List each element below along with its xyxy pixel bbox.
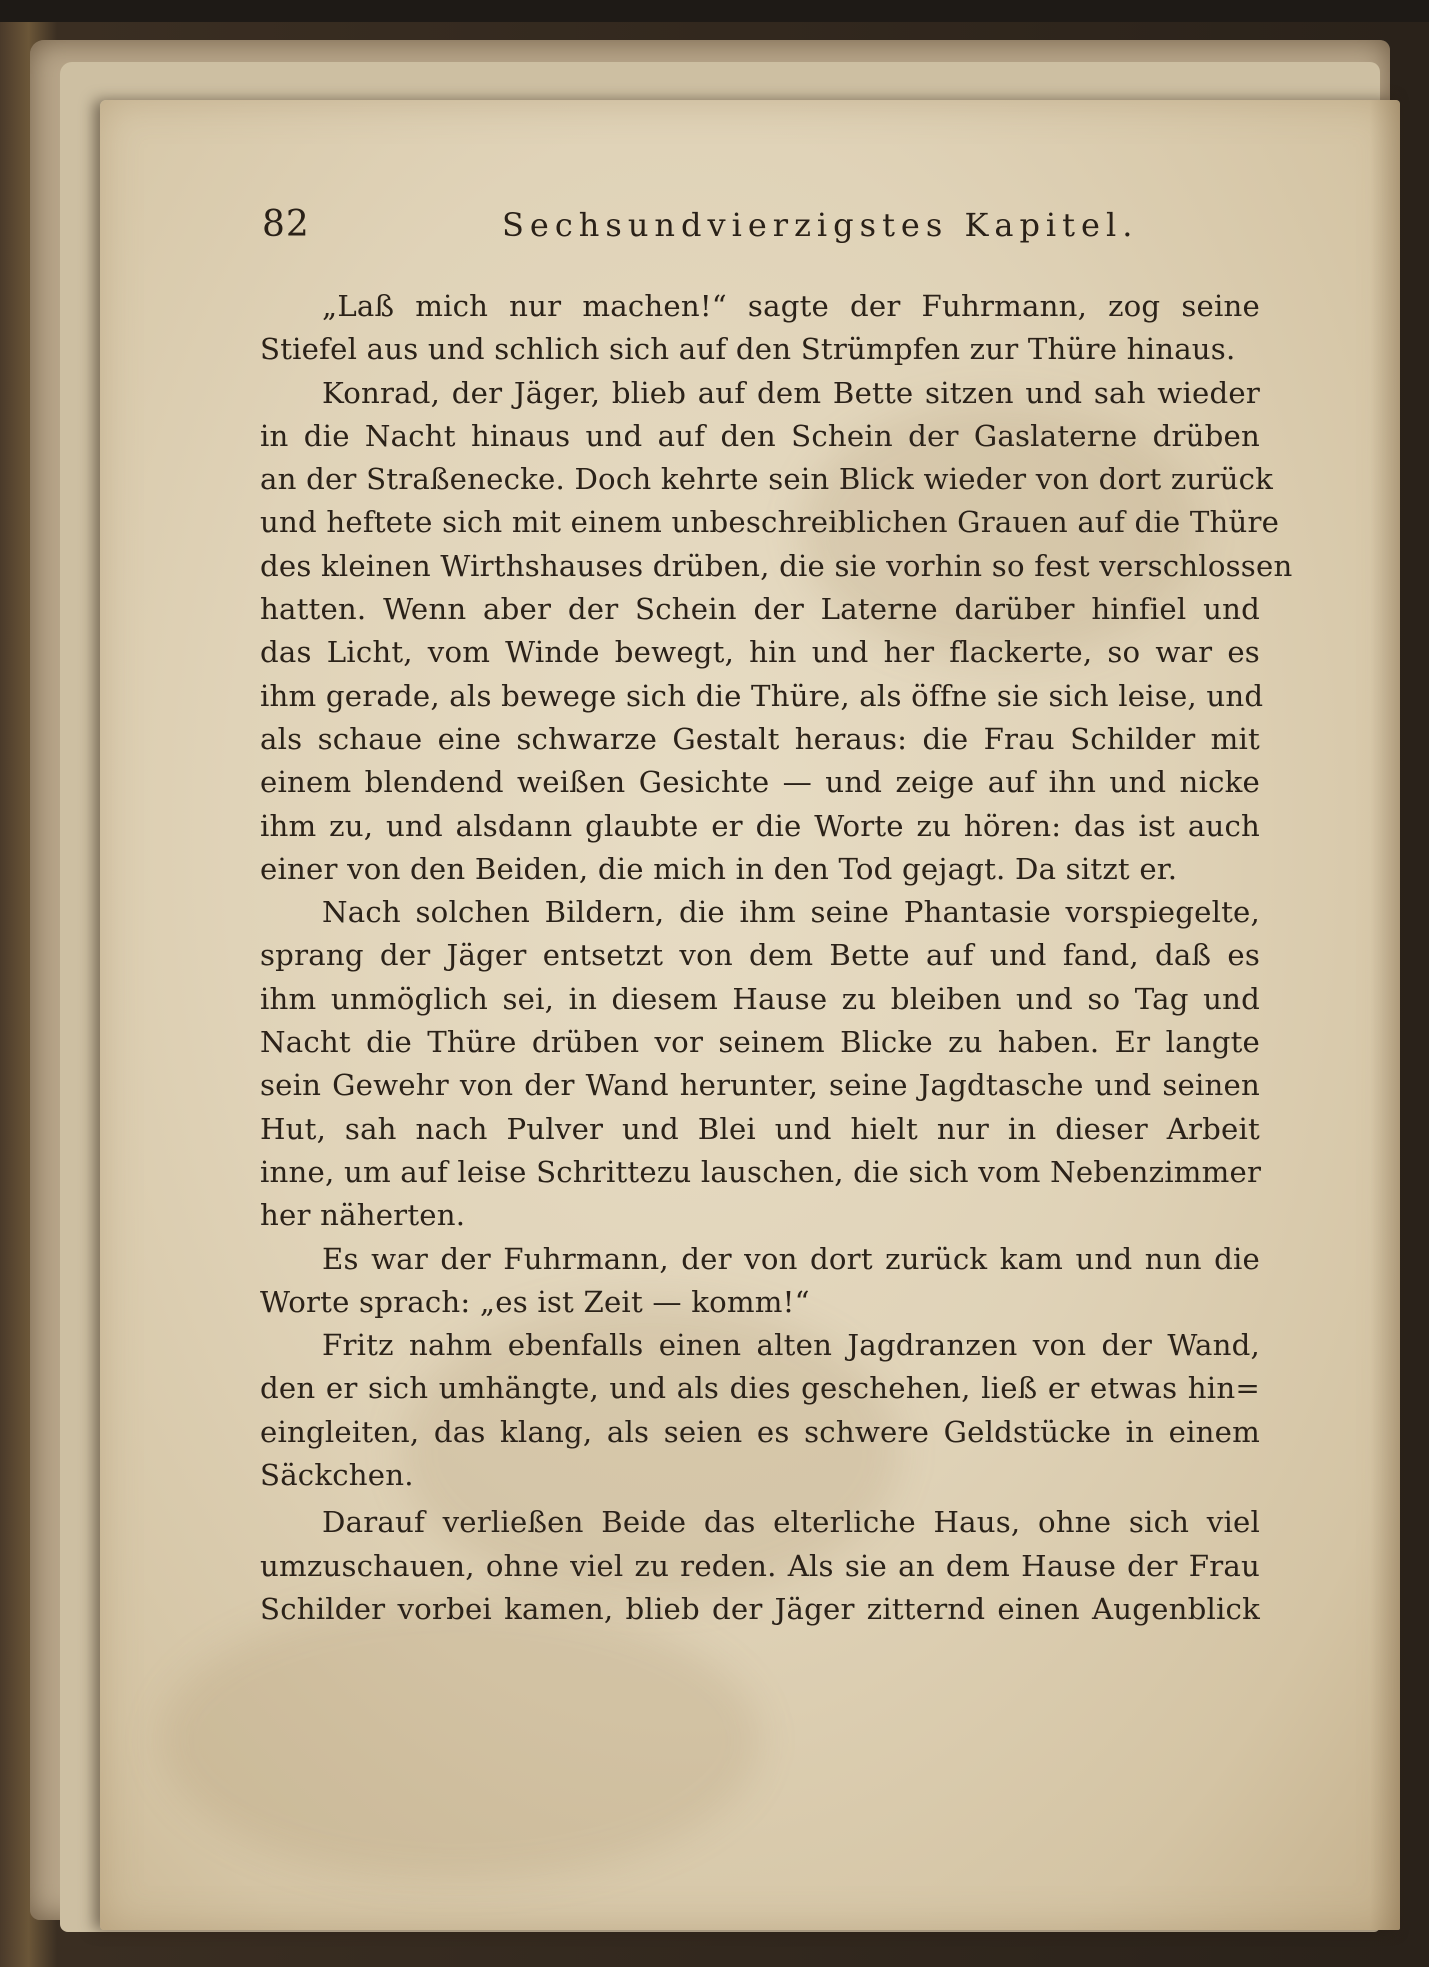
page-header	[262, 204, 1362, 264]
text-line: den er sich umhängte, und als dies geschehen, ließ er etwas hin=	[260, 1371, 1260, 1406]
text-line: Stiefel aus und schlich sich auf den Strümpfen zur Thüre hinaus.	[260, 332, 1236, 367]
text-line: hatten. Wenn aber der Schein der Laterne darüber hinfiel und	[260, 592, 1260, 627]
text-line: Schilder vorbei kamen, blieb der Jäger zitternd einen Augenblick	[260, 1591, 1260, 1626]
page-fold-shadow	[1370, 100, 1400, 1930]
text-line: ihm gerade, als bewege sich die Thüre, als öffne sie sich leise, und	[260, 678, 1264, 713]
text-line: inne, um auf leise Schrittezu lauschen, die sich vom Nebenzimmer	[260, 1154, 1262, 1189]
text-line: ihm zu, und alsdann glaubte er die Worte zu hören: das ist auch	[260, 808, 1260, 843]
text-line: Darauf verließen Beide das elterliche Haus, ohne sich viel	[322, 1505, 1260, 1540]
text-line: als schaue eine schwarze Gestalt heraus: die Frau Schilder mit	[260, 721, 1260, 756]
text-line: Es war der Fuhrmann, der von dort zurück kam und nun die	[322, 1241, 1260, 1276]
text-line: Konrad, der Jäger, blieb auf dem Bette sitzen und sah wieder	[322, 375, 1260, 410]
text-line: Nacht die Thüre drüben vor seinem Blicke zu haben. Er langte	[260, 1025, 1260, 1060]
text-line: einem blendend weißen Gesichte — und zeige auf ihn und nicke	[260, 765, 1260, 800]
text-line: an der Straßenecke. Doch kehrte sein Blick wieder von dort zurück	[260, 462, 1274, 497]
text-line: einer von den Beiden, die mich in den Tod gejagt. Da sitzt er.	[260, 851, 1178, 886]
text-line: und heftete sich mit einem unbeschreiblichen Grauen auf die Thüre	[260, 505, 1280, 540]
text-line: Hut, sah nach Pulver und Blei und hielt nur in dieser Arbeit	[260, 1111, 1260, 1146]
page-number: 82	[262, 204, 310, 245]
text-line: Fritz nahm ebenfalls einen alten Jagdranzen von der Wand,	[322, 1328, 1260, 1363]
text-line: eingleiten, das klang, als seien es schwere Geldstücke in einem	[260, 1414, 1260, 1449]
text-line: „Laß mich nur machen!“ sagte der Fuhrmann, zog seine	[322, 289, 1260, 323]
text-line: das Licht, vom Winde bewegt, hin und her flackerte, so war es	[260, 635, 1260, 670]
text-line: sein Gewehr von der Wand herunter, seine Jagdtasche und seinen	[260, 1068, 1260, 1103]
text-line: umzuschauen, ohne viel zu reden. Als sie an dem Hause der Frau	[260, 1548, 1260, 1583]
text-line: in die Nacht hinaus und auf den Schein der Gaslaterne drüben	[260, 418, 1260, 453]
text-line: Worte sprach: „es ist Zeit — komm!“	[260, 1284, 810, 1319]
text-line: her näherten.	[260, 1198, 466, 1233]
text-line: Nach solchen Bildern, die ihm seine Phantasie vorspiegelte,	[322, 895, 1260, 930]
text-line: ihm unmöglich sei, in diesem Hause zu bleiben und so Tag und	[260, 981, 1260, 1016]
book-page	[100, 100, 1400, 1930]
text-line: des kleinen Wirthshauses drüben, die sie vorhin so fest verschlossen	[260, 548, 1293, 583]
running-head: Sechsundvierzigstes Kapitel.	[502, 206, 1139, 244]
text-line: Säckchen.	[260, 1458, 414, 1493]
body-text	[260, 285, 1293, 1631]
text-line: sprang der Jäger entsetzt von dem Bette auf und fand, daß es	[260, 938, 1260, 973]
paper-stain	[160, 1600, 760, 1880]
